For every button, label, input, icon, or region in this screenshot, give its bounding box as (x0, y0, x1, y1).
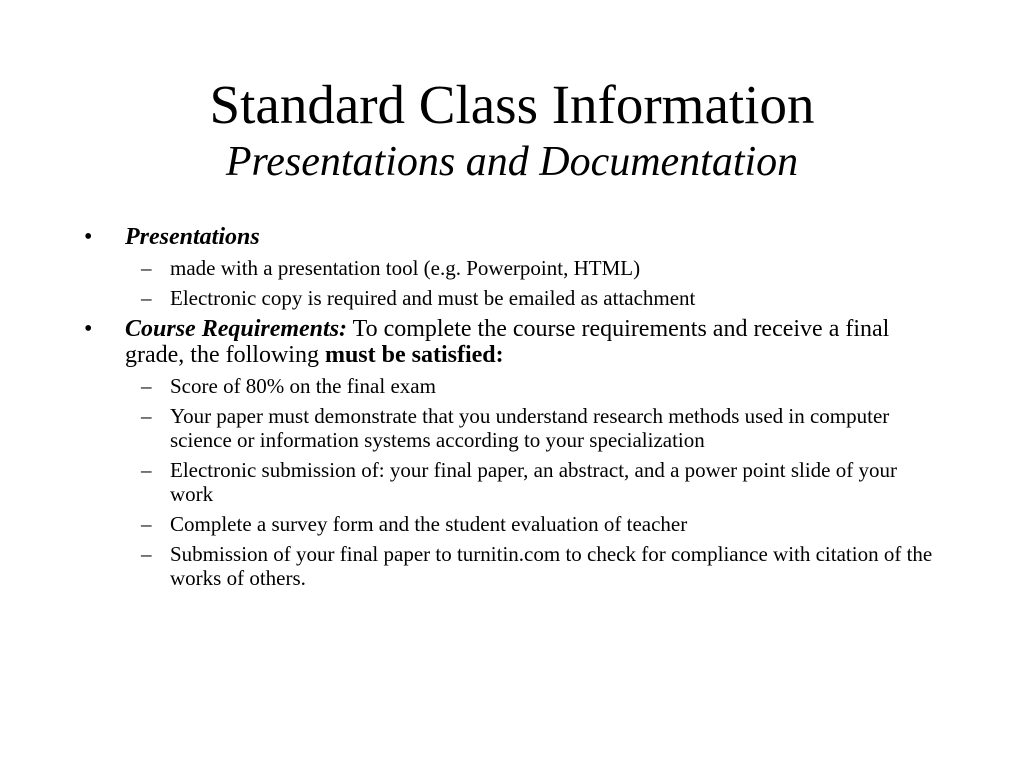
sub-bullet-text: Submission of your final paper to turnitin.com to check for compliance with citation of the works of others. (170, 542, 933, 590)
presentations-heading: Presentations (125, 224, 260, 250)
dash-icon: – (141, 542, 152, 566)
sub-bullet (84, 404, 944, 452)
sub-bullet-text: Complete a survey form and the student evaluation of teacher (170, 512, 688, 536)
bullet-dot-icon: • (84, 316, 93, 342)
slide-title: Standard Class Information (209, 74, 815, 135)
dash-icon: – (141, 458, 152, 482)
requirements-text: To complete the course requirements and receive a final grade, the following (125, 316, 890, 368)
sub-bullet-text: Electronic submission of: your final paper, an abstract, and a power point slide of your work (170, 458, 897, 506)
sub-bullet-text: Score of 80% on the final exam (170, 374, 436, 398)
requirements-heading: Course Requirements: (125, 316, 348, 342)
sub-bullet-text: Electronic copy is required and must be emailed as attachment (170, 286, 696, 310)
sub-bullet (84, 286, 944, 310)
bullet-course-requirements (84, 316, 944, 368)
title-block (0, 74, 1024, 188)
requirements-emphasis: must be satisfied: (324, 342, 504, 368)
sub-bullet-text: made with a presentation tool (e.g. Powerpoint, HTML) (170, 256, 641, 280)
sub-bullet-text: Your paper must demonstrate that you understand research methods used in computer science or information systems according to your specialization (170, 404, 890, 452)
bullet-presentations (84, 224, 944, 250)
dash-icon: – (141, 374, 152, 398)
slide-subtitle: Presentations and Documentation (225, 139, 799, 185)
dash-icon: – (141, 256, 152, 280)
sub-bullet (84, 512, 944, 536)
dash-icon: – (141, 404, 152, 428)
sub-bullet (84, 256, 944, 280)
dash-icon: – (141, 286, 152, 310)
sub-bullet (84, 374, 944, 398)
dash-icon: – (141, 512, 152, 536)
bullet-dot-icon: • (84, 224, 93, 250)
sub-bullet (84, 542, 944, 590)
sub-bullet (84, 458, 944, 506)
slide-body (84, 224, 944, 596)
